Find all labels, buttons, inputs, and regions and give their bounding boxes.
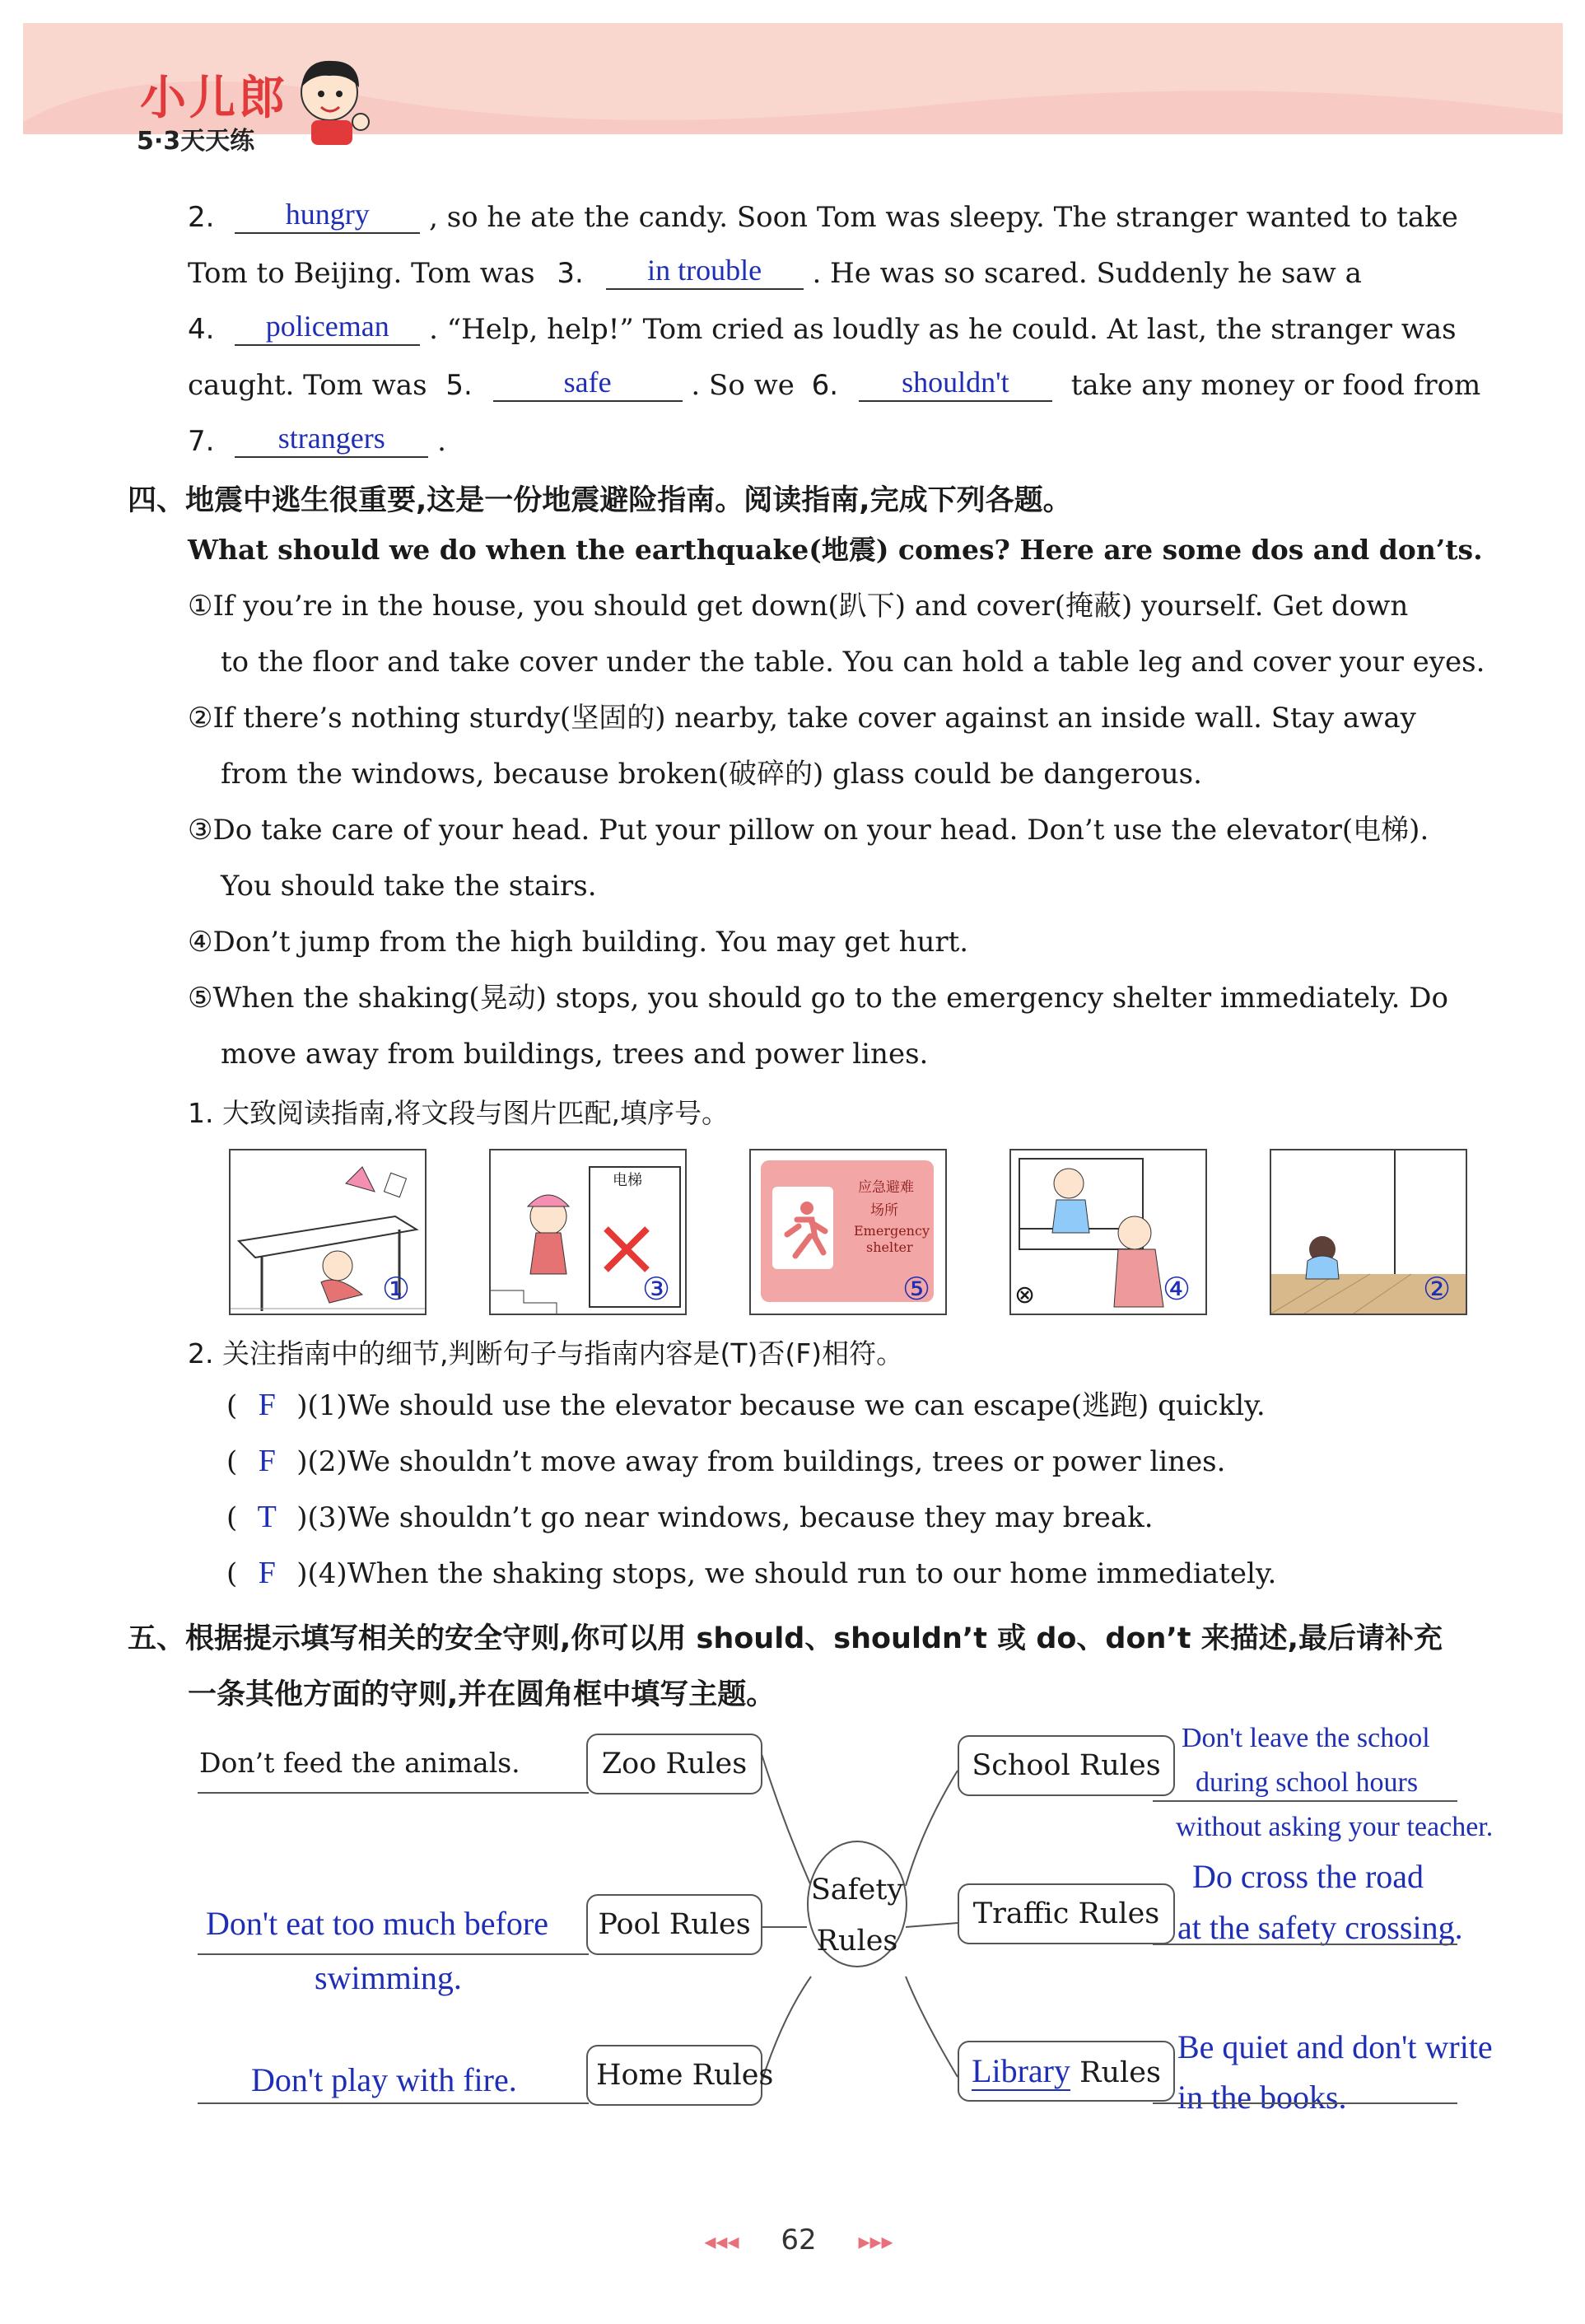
judgement-1: ( F )(1)We should use the elevator because we can escape(逃跑) quickly.	[226, 1388, 1266, 1422]
sign-text-en-2: shelter	[866, 1239, 913, 1255]
judgement-4: ( F )(4)When the shaking stops, we should run to our home immediately.	[226, 1556, 1277, 1590]
traffic-rules-box: Traffic Rules	[958, 1883, 1175, 1944]
judgement-3: ( T )(3)We shouldn’t go near windows, because they may break.	[226, 1500, 1154, 1534]
blank-2[interactable]	[235, 199, 420, 234]
blank-number: 5.	[445, 369, 473, 402]
picture-answer: ⑤	[902, 1272, 931, 1307]
mascot-boy-icon	[287, 51, 377, 150]
section-5-title-line-1: 五、根据提示填写相关的安全守则,你可以用 should、shouldn’t 或 do、don’t 来描述,最后请补充	[128, 1622, 1443, 1655]
sign-text-cn-1: 应急避难	[858, 1179, 914, 1196]
judgement-text: )(4)When the shaking stops, we should run to our home immediately.	[296, 1557, 1277, 1590]
section-5-title-line-2: 一条其他方面的守则,并在圆角框中填写主题。	[188, 1678, 776, 1711]
library-rules-label: Rules	[1079, 2056, 1161, 2089]
sign-text-cn-2: 场所	[870, 1202, 898, 1219]
passage-text: . He was so scared. Suddenly he saw a	[812, 257, 1362, 290]
blank-number: 3.	[557, 257, 584, 290]
picture-answer: ②	[1423, 1272, 1452, 1307]
answer-text: shouldn't	[902, 366, 1009, 399]
picture-answer: ④	[1163, 1272, 1191, 1307]
passage-line-1	[188, 199, 1458, 234]
passage-line-4	[188, 367, 1480, 402]
answer-text: safe	[563, 366, 612, 399]
prev-arrows-icon: ◂◂◂	[704, 2228, 739, 2255]
judgement-text: )(3)We shouldn’t go near windows, because they may break.	[296, 1501, 1154, 1534]
guide-paragraph-2-line-1: ②If there’s nothing sturdy(坚固的) nearby, take cover against an inside wall. Stay away	[188, 702, 1416, 735]
judgement-answer[interactable]: F	[258, 1444, 276, 1478]
blank-3[interactable]	[606, 255, 804, 290]
picture-inside-wall	[1270, 1149, 1467, 1315]
pool-rule-line-1: Don't eat too much before	[206, 1905, 548, 1942]
answer-text: strangers	[277, 422, 385, 455]
blank-number: 4.	[188, 313, 215, 346]
guide-paragraph-2-line-2: from the windows, because broken(破碎的) glass could be dangerous.	[221, 758, 1202, 791]
picture-elevator	[489, 1149, 687, 1315]
zoo-rule-underline	[198, 1792, 589, 1794]
school-rule-line-1: Don't leave the school	[1182, 1723, 1430, 1753]
pool-rule-underline	[198, 1953, 589, 1955]
guide-paragraph-1-line-1: ①If you’re in the house, you should get down(趴下) and cover(掩蔽) yourself. Get down	[188, 590, 1409, 623]
school-rule-line-3: without asking your teacher.	[1176, 1812, 1494, 1842]
blank-number: 7.	[188, 425, 215, 458]
guide-paragraph-3-line-2: You should take the stairs.	[221, 870, 597, 903]
sign-text-en-1: Emergency	[854, 1223, 930, 1239]
picture-answer: ③	[642, 1272, 671, 1307]
passage-text: Tom to Beijing. Tom was	[188, 257, 535, 290]
hub-line-1: Safety	[810, 1874, 904, 1906]
guide-paragraph-1-line-2: to the floor and take cover under the table. You can hold a table leg and cover your eyes.	[221, 646, 1485, 679]
picture-under-table	[229, 1149, 427, 1315]
guide-paragraph-4-line-1: ④Don’t jump from the high building. You may get hurt.	[188, 926, 969, 959]
safety-rules-hub	[807, 1841, 907, 1967]
judgement-text: )(2)We shouldn’t move away from buildings, trees or power lines.	[296, 1445, 1226, 1478]
judgement-answer[interactable]: F	[258, 1388, 276, 1422]
passage-text: take any money or food from	[1070, 369, 1481, 402]
series-name: 5·3天天练	[137, 127, 255, 156]
home-rule-text: Don't play with fire.	[251, 2061, 517, 2098]
blank-number: 2.	[188, 201, 215, 234]
passage-line-5	[188, 423, 446, 458]
question-1-title: 1. 大致阅读指南,将文段与图片匹配,填序号。	[188, 1097, 729, 1129]
passage-text: , so he ate the candy. Soon Tom was sleepy. The stranger wanted to take	[429, 201, 1458, 234]
next-arrows-icon: ▸▸▸	[858, 2228, 893, 2255]
passage-text: . So we	[691, 369, 795, 402]
traffic-rule-line-2: at the safety crossing.	[1177, 1909, 1463, 1946]
home-rule-underline	[198, 2102, 589, 2104]
library-rule-line-2: in the books.	[1177, 2079, 1347, 2116]
judgement-answer[interactable]: T	[257, 1500, 277, 1534]
page-number: 62	[781, 2224, 817, 2256]
page-footer	[667, 2224, 930, 2256]
traffic-rule-line-1: Do cross the road	[1192, 1858, 1424, 1895]
running-man-icon	[772, 1187, 833, 1269]
library-topic-handwritten: Library	[972, 2052, 1071, 2089]
question-2-title: 2. 关注指南中的细节,判断句子与指南内容是(T)否(F)相符。	[188, 1337, 904, 1370]
pool-rules-box: Pool Rules	[586, 1894, 762, 1955]
passage-line-3	[188, 311, 1457, 346]
cross-mark: ⊗	[1014, 1281, 1036, 1309]
school-rule-line-2: during school hours	[1196, 1767, 1419, 1798]
answer-text: in trouble	[647, 254, 762, 287]
blank-4[interactable]	[235, 311, 420, 346]
zoo-rules-box: Zoo Rules	[586, 1734, 762, 1794]
passage-text: caught. Tom was	[188, 369, 427, 402]
school-rules-box: School Rules	[958, 1735, 1175, 1796]
section-4-question: What should we do when the earthquake(地震) comes? Here are some dos and don’ts.	[188, 534, 1483, 566]
guide-paragraph-5-line-2: move away from buildings, trees and power lines.	[221, 1038, 929, 1071]
traffic-rule-underline	[1153, 1944, 1457, 1945]
blank-6[interactable]	[859, 367, 1052, 402]
zoo-rule-text: Don’t feed the animals.	[199, 1747, 520, 1779]
judgement-answer[interactable]: F	[258, 1556, 276, 1590]
school-rule-underline	[1153, 1800, 1457, 1802]
blank-5[interactable]	[493, 367, 683, 402]
judgement-2: ( F )(2)We shouldn’t move away from buildings, trees or power lines.	[226, 1444, 1226, 1478]
elevator-label: 电梯	[613, 1172, 642, 1189]
passage-text: .	[437, 425, 446, 458]
passage-line-2	[188, 255, 1362, 290]
library-rules-box	[958, 2041, 1175, 2102]
picture-jumping	[1009, 1149, 1207, 1315]
judgement-text: )(1)We should use the elevator because we can escape(逃跑) quickly.	[296, 1389, 1266, 1422]
answer-text: policeman	[265, 310, 389, 343]
guide-paragraph-3-line-1: ③Do take care of your head. Put your pillow on your head. Don’t use the elevator(电梯).	[188, 814, 1429, 847]
home-rules-box: Home Rules	[586, 2045, 762, 2106]
picture-answer: ①	[382, 1272, 411, 1307]
blank-number: 6.	[811, 369, 839, 402]
pool-rule-line-2: swimming.	[315, 1959, 462, 1996]
passage-text: . “Help, help!” Tom cried as loudly as he could. At last, the stranger was	[429, 313, 1457, 346]
answer-text: hungry	[285, 198, 370, 231]
brand-logo-text: 小儿郎	[140, 72, 288, 125]
library-rule-underline	[1153, 2102, 1457, 2104]
blank-7[interactable]	[235, 423, 428, 458]
guide-paragraph-5-line-1: ⑤When the shaking(晃动) stops, you should go to the emergency shelter immediately. Do	[188, 982, 1448, 1015]
hub-line-2: Rules	[816, 1925, 898, 1958]
library-rule-line-1: Be quiet and don't write	[1177, 2028, 1493, 2065]
picture-emergency-shelter	[749, 1149, 947, 1315]
section-4-title: 四、地震中逃生很重要,这是一份地震避险指南。阅读指南,完成下列各题。	[128, 484, 1072, 517]
